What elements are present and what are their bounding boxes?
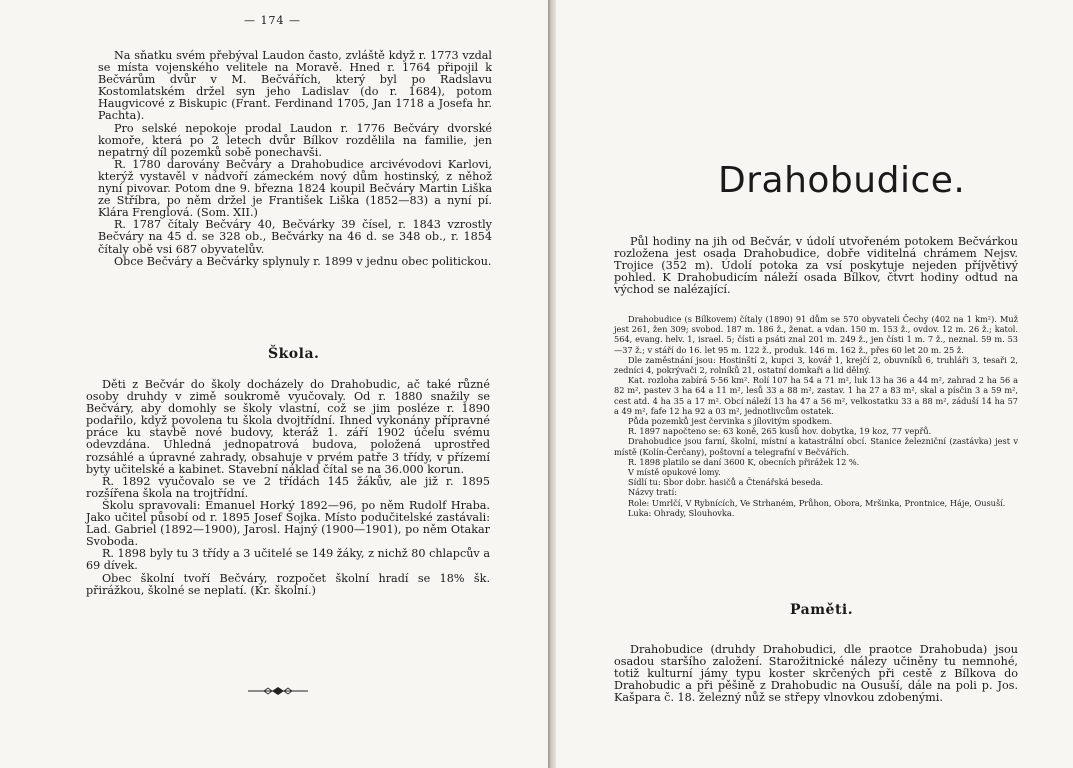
paragraph: Obce Bečváry a Bečvárky splynuly r. 1899 v jednu obec politickou. [114,254,492,268]
paragraph: Drahobudice jsou farní, školní, místní a katastrální obcí. Stanice železniční (zastávka) jest v místě (Kolín-Čerčany), poštovní a telegrafní v Bečvářích. [614,436,1018,457]
paragraph: Pro selské nepokoje prodal Laudon r. 1776 Bečváry dvorské komoře, která po 2 letech dvůr Bílkov rozdělila na familie, jen nepatrný díl pozemků sobě ponechavši. [98,121,492,159]
paragraph: R. 1897 napočteno se: 63 koně, 265 kusů hov. dobytka, 19 koz, 77 vepřů. [628,426,932,437]
paragraph: Sídlí tu: Sbor dobr. hasičů a Čtenářská beseda. [628,477,824,488]
paragraph: R. 1787 čítaly Bečváry 40, Bečvárky 39 čísel, r. 1843 vzrostly Bečváry na 45 d. se 328 ob., Bečvárky na 46 d. se 348 ob., r. 1854 čítaly obě vsi 687 obyvatelův. [98,218,492,256]
intro-text [614,236,1018,296]
paragraph: R. 1898 byly tu 3 třídy a 3 učitelé se 149 žáky, z nichž 80 chlapcův a 69 dívek. [86,547,490,573]
paragraph: Luka: Ohrady, Slouhovka. [628,507,735,518]
ornament-divider [248,686,308,696]
paragraph: Kat. rozloha zabírá 5·56 km². Rolí 107 ha 54 a 71 m², luk 13 ha 36 a 44 m², zahrad 2 ha 56 a 82 m², pastev 3 ha 64 a 11 m², lesů 33 a 88 m², zastav. 1 ha 27 a 83 m², skal a písčin 3 a 59 m², cest atd. 4 ha 35 a 17 m². Obcí náleží 13 ha 47 a 56 m², velkostatku 33 a 88 m², záduší 14 ha 57 a 49 m², fafe 12 ha 92 a 03 m², jednotlivcům ostatek. [614,375,1018,416]
paragraph: R. 1780 darovány Bečváry a Drahobudice arcivévodovi Karlovi, kterýž vystavěl v nádvoří zámeckém nový dům hostinský, z něhož nyní pivovar. Potom dne 9. března 1824 koupil Bečváry Martin Liška ze Stříbra, po něm držel je František Liška (1852—83) a nyní pí. Klára Frenglová. (Som. XII.) [98,157,492,220]
paragraph: Obec školní tvoří Bečváry, rozpočet školní hradí se 18% šk. přirážkou, školné se neplatí. (Kr. školní.) [86,571,490,597]
school-text [86,379,490,597]
paragraph: V místě opukové lomy. [628,467,721,478]
paragraph: R. 1898 platilo se daní 3600 K, obecních přirážek 12 %. [628,456,860,467]
paragraph: Děti z Bečvár do školy docházely do Drahobudic, ač také různé osoby druhdy v zimě soukromě vyučovaly. Od r. 1880 snažily se Bečváry, aby domohly se školy vlastní, což se jim posléze r. 1890 podařilo, když povolena tu škola dvojtřídní. Ihned vykonány přípravné práce ku stavbě nové budovy, kteráž 1. září 1902 účelu svému odevzdána. Úhledná jednopatrová budova, položená uprostřed rozsáhlé a úpravné zahrady, obsahuje v prvém patře 3 třídy, v přízemí byty učitelské a kabinet. Stavební náklad čítal se na 36.000 korun. [86,378,490,476]
paragraph: Půl hodiny na jih od Bečvár, v údolí utvořeném potokem Bečvárkou rozložena jest osada Drahobudice, dobře viditelná chrámem Nejsv. Trojice (352 m). Údolí potoka za vsí poskytuje nejeden příjvětivý pohled. K Drahobudicím náleží osada Bílkov, čtvrt hodiny odtud na východ se nalézající. [614,235,1018,297]
section-title-skola: Škola. [268,346,320,362]
book-gutter [548,0,556,768]
paragraph: Dle zaměstnání jsou: Hostinští 2, kupci 3, kovář 1, krejčí 2, obuvníků 6, truhláři 3, tesaři 2, zedníci 4, pokrývači 2, rolníků 21, ostatní domkaři a lid dělný. [614,354,1018,376]
section-title-pameti: Paměti. [790,602,854,618]
paragraph: Na sňatku svém přebýval Laudon často, zvláště když r. 1773 vzdal se místa vojenského velitele na Moravě. Hned r. 1764 připojil k Bečvárům dvůr v M. Bečvářích, který byl po Radslavu Kostomlatském držel syn jeho Ladislav (do r. 1684), potom Haugvicové z Biskupic (Frant. Ferdinand 1705, Jan 1718 a Josefa hr. Pachta). [98,49,492,123]
paragraph: Půda pozemků jest červinka s jílovitým spodkem. [628,416,833,427]
paragraph: Drahobudice (s Bílkovem) čítaly (1890) 91 dům se 570 obyvateli Čechy (402 na 1 km²). Muž jest 261, žen 309; svobod. 187 m. 186 ž., ženat. a vdan. 150 m. 153 ž., ovdov. 12 m. 26 ž.; katol. 564, evang. helv. 1, israel. 5; čísti a psáti znal 201 m. 249 ž., jen čísti 1 m. 7 ž., neznal. 59 m. 53—37 ž.; v stáří do 16. let 95 m. 122 ž., produk. 146 m. 162 ž., přes 60 let 20 m. 25 ž. [614,314,1018,355]
statistics-text [614,314,1018,518]
page-number: — 174 — [244,14,301,27]
paragraph: Školu spravovali: Emanuel Horký 1892—96, po něm Rudolf Hraba. Jako učitel působí od r. 1895 Josef Sojka. Místo podučitelské zastávali: Lad. Gabriel (1892—1900), Jarosl. Hajný (1900—1901), po něm Otakar Svoboda. [86,498,490,549]
chapter-title: Drahobudice. [718,160,966,201]
paragraph: R. 1892 vyučovalo se ve 2 třídách 145 žákův, ale již r. 1895 rozšířena škola na trojtřídní. [86,474,490,500]
history-text [98,50,492,268]
paragraph: Role: Umrlčí, V Rybnících, Ve Strhaném, Průhon, Obora, Mršinka, Prontnice, Háje, Ousuší. [628,497,1006,508]
paragraph: Názvy tratí: [628,487,677,498]
paragraph: Drahobudice (druhdy Drahobudici, dle praotce Drahobuda) jsou osadou staršího založení. Starožitnické nálezy učiněny tu nemnohé, totiž kulturní jámy typu koster skrčených při cestě z Bílkova do Drahobudic a při pěšině z Drahobudic na Ousuší, dále na poli p. Jos. Kašpara č. 18. železný nůž se střepy vlnovkou zdobenými. [614,643,1018,705]
memories-text [614,644,1018,704]
